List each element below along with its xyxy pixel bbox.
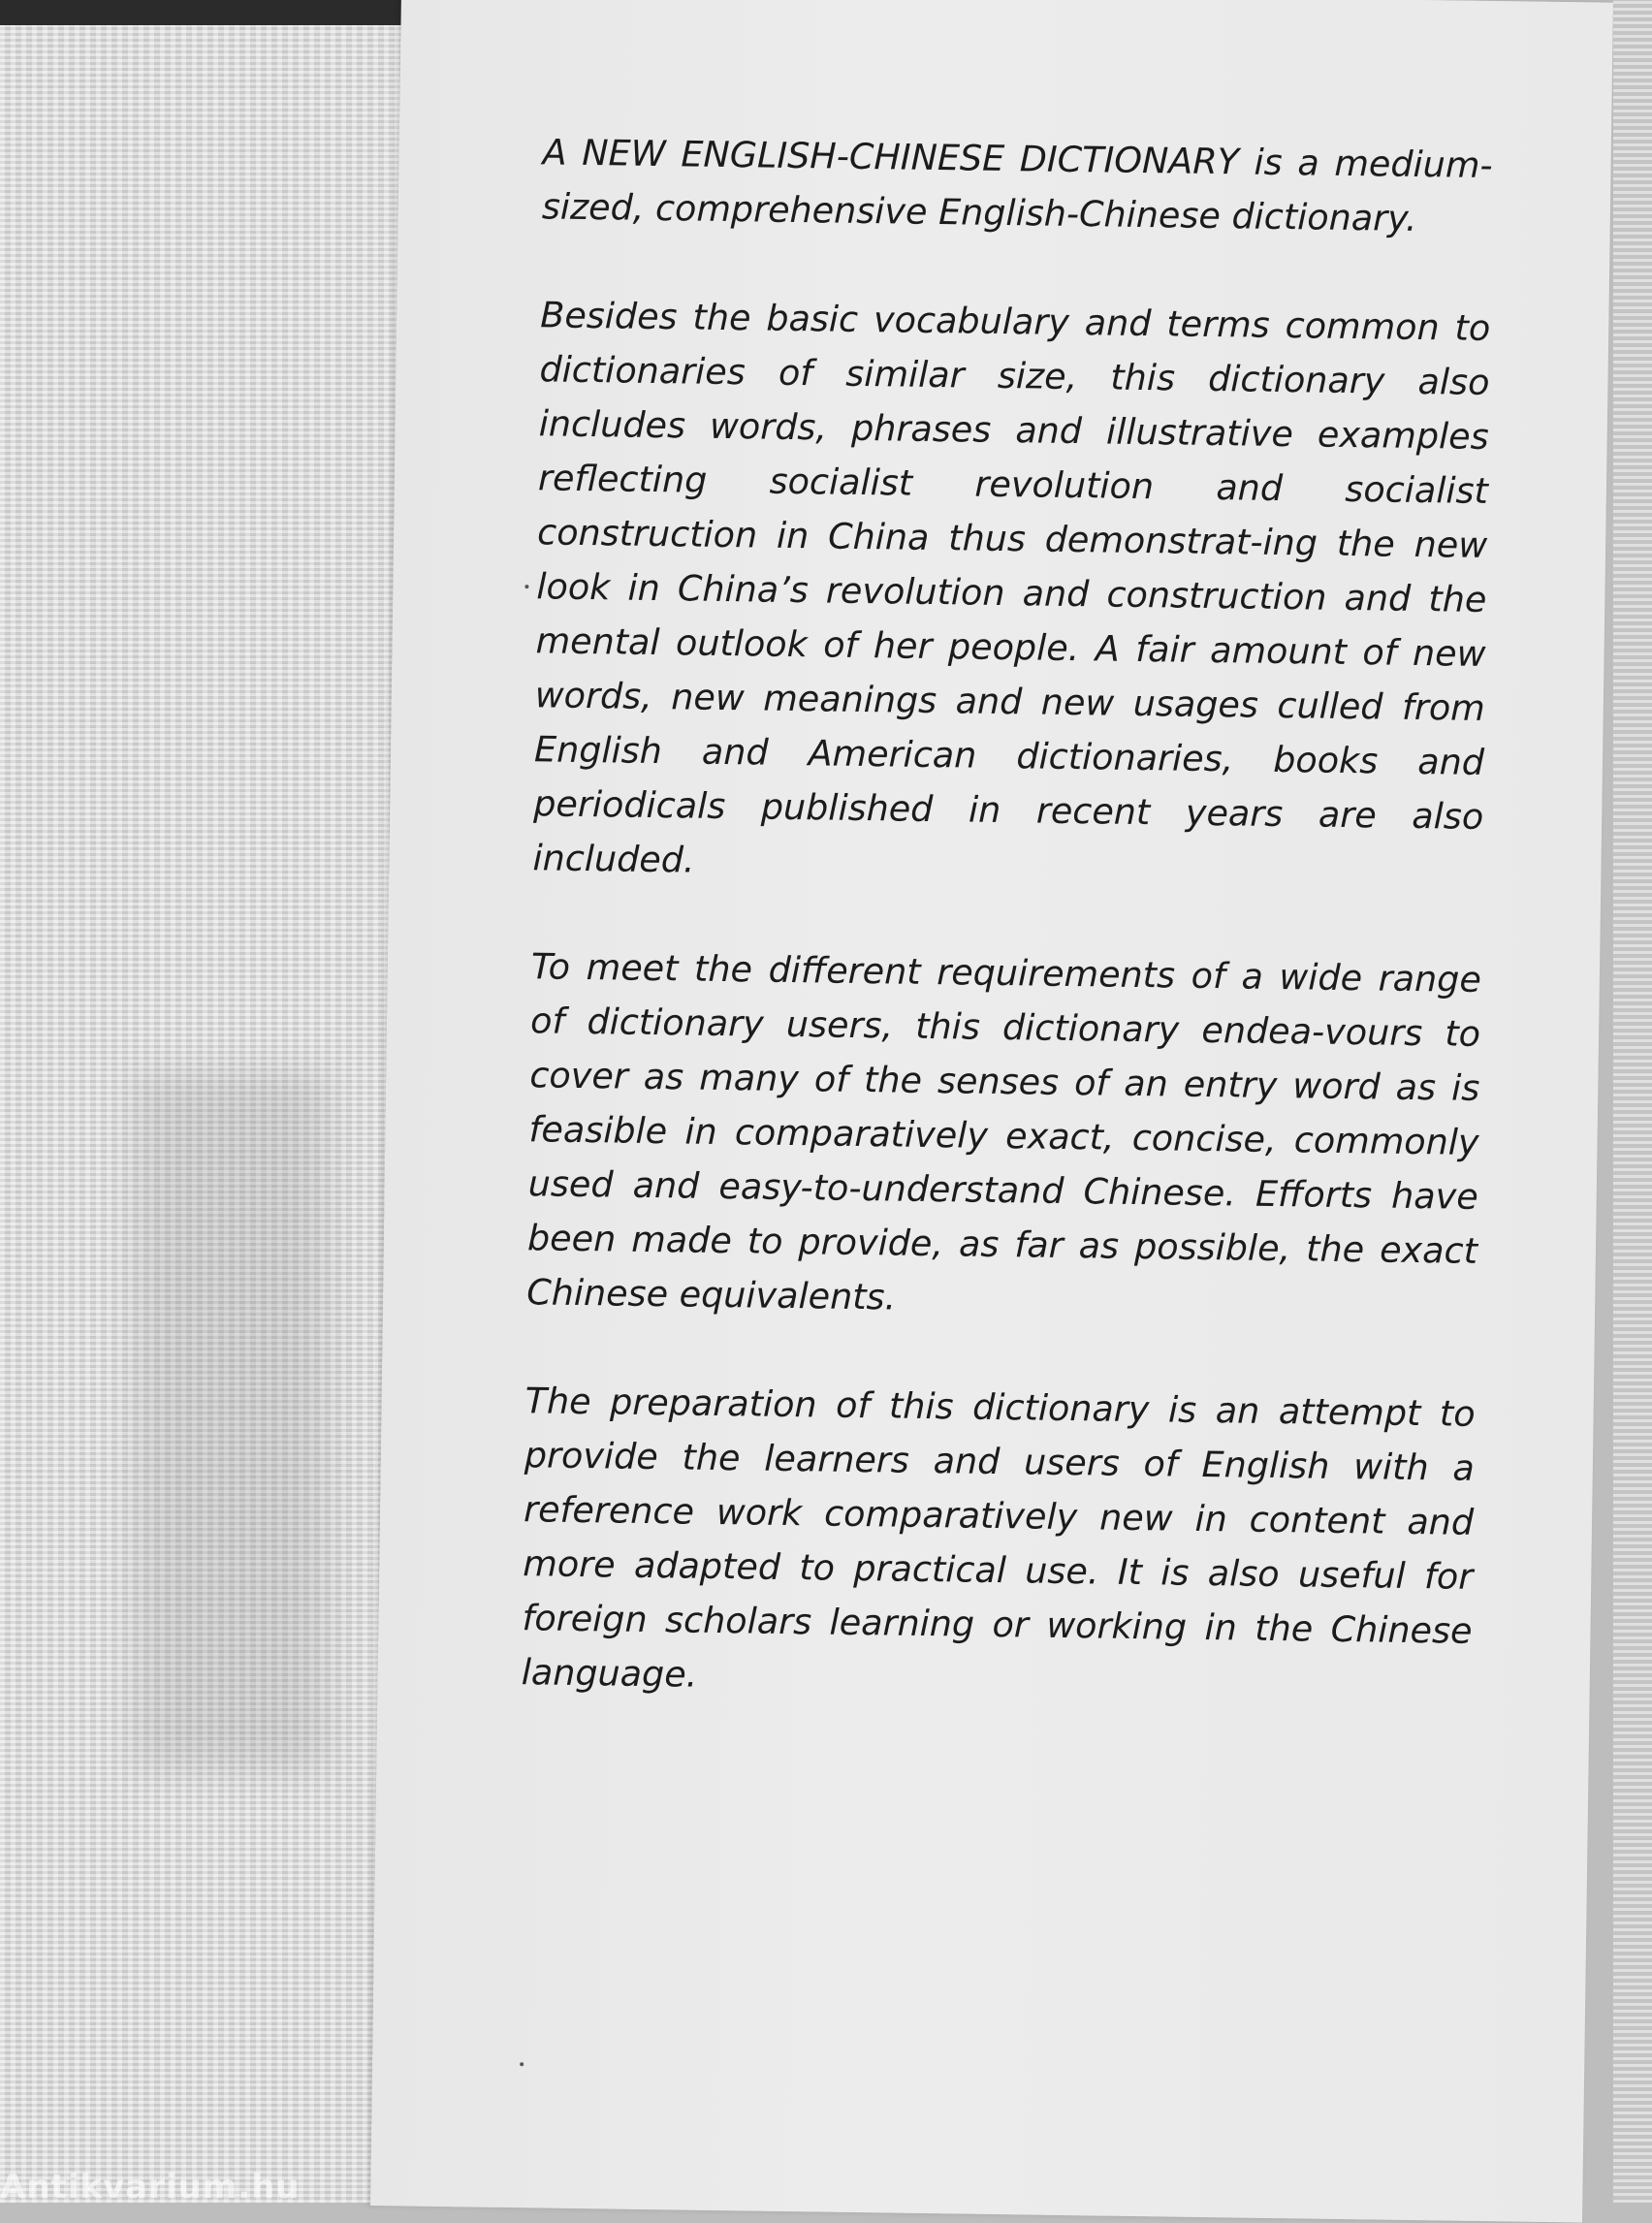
right-backdrop-strip — [1613, 0, 1652, 2203]
watermark: Antikvarium.hu — [0, 2168, 301, 2207]
paper-speck — [524, 585, 528, 588]
backdrop-shadow — [136, 1072, 330, 1770]
textured-backdrop — [0, 25, 427, 2203]
blurb-paragraph-vocabulary: Besides the basic vocabulary and terms common to dictionaries of similar size, this dictionary also includes words, phrases and illustrative examples reflecting socialist revolution and socialist construction in China thus demonstrat-ing the new look in China’s revolution and construction and the mental outlook of her people. A fair amount of new words, new meanings and new usages culled from English and American dictionaries, books and periodicals published in recent years are also included. — [532, 294, 1491, 881]
blurb-paragraph-senses: To meet the different requirements of a wide range of dictionary users, this dictionary endea-vours to cover as many of the senses of an entry word as is feasible in comparatively exact, concise, commonly used and easy-to-understand Chinese. Efforts have been made to provide, as far as possible, the exact Chinese equivalents. — [525, 945, 1482, 1318]
dictionary-blurb — [521, 125, 1493, 1767]
blurb-paragraph-intro — [542, 125, 1493, 247]
blurb-title: A NEW ENGLISH-CHINESE DICTIONARY — [542, 131, 1240, 183]
top-dark-edge — [0, 0, 427, 25]
blurb-paragraph-purpose: The preparation of this dictionary is an attempt to provide the learners and users of English with a reference work comparatively new in content and more adapted to practical use. It is also useful for foreign scholars learning or working in the Chinese language. — [521, 1380, 1476, 1696]
blurb-intro-text: is a medium-sized, comprehensive English-Chinese dictionary. — [541, 141, 1493, 239]
book-jacket-flap — [370, 0, 1613, 2223]
paper-speck — [520, 2062, 524, 2066]
